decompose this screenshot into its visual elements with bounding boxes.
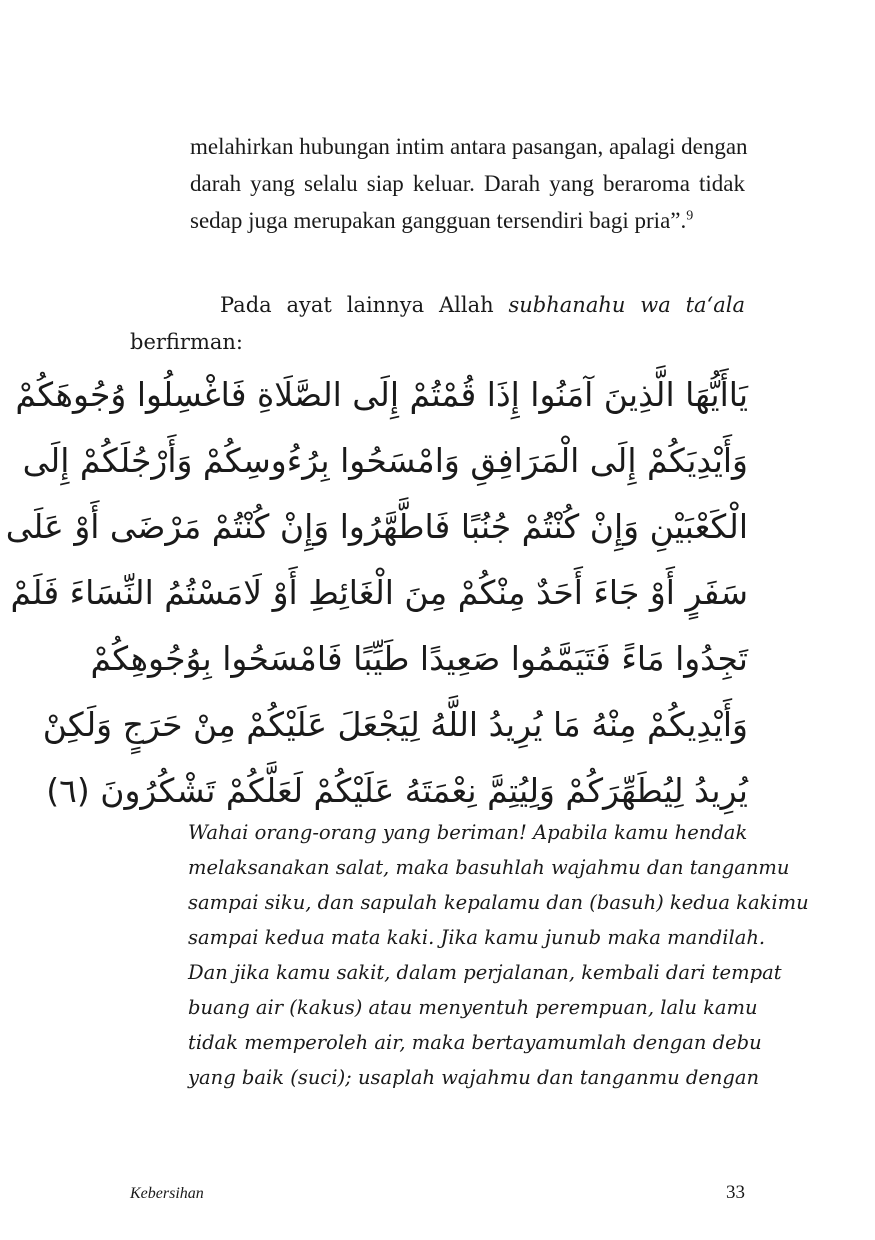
- translation-line: sampai kedua mata kaki. Jika kamu junub maka mandilah.: [188, 926, 766, 949]
- translation-line: melaksanakan salat, maka basuhlah wajahmu dan tanganmu: [188, 856, 790, 879]
- lead-italic-phrase: subhanahu wa ta‘ala: [508, 293, 745, 317]
- lead-text: Pada ayat lainnya Allah: [220, 293, 494, 317]
- verse-translation: [188, 815, 809, 1095]
- running-footer-chapter: Kebersihan: [130, 1185, 204, 1202]
- translation-line: sampai siku, dan sapulah kepalamu dan (basuh) kedua kakimu: [188, 891, 809, 914]
- arabic-verse-line: يَاأَيُّهَا الَّذِينَ آمَنُوا إِذَا قُمْتُمْ إِلَى الصَّلَاةِ فَاغْسِلُوا وُجُوهَكُمْ: [15, 375, 748, 414]
- intro-line: melahirkan hubungan intim antara pasangan, apalagi dengan: [190, 134, 748, 159]
- intro-paragraph: [190, 128, 748, 239]
- arabic-verse-line: الْكَعْبَيْنِ وَإِنْ كُنْتُمْ جُنُبًا فَاطَّهَّرُوا وَإِنْ كُنْتُمْ مَرْضَى أَوْ عَلَى: [5, 507, 748, 546]
- translation-line: yang baik (suci); usaplah wajahmu dan tanganmu dengan: [188, 1066, 760, 1089]
- intro-line-text: sedap juga merupakan gangguan tersendiri bagi pria”.: [190, 208, 687, 233]
- translation-line: Wahai orang-orang yang beriman! Apabila kamu hendak: [188, 821, 748, 844]
- page-number: 33: [726, 1182, 745, 1203]
- lead-paragraph: [130, 287, 745, 361]
- arabic-verse: [5, 362, 748, 824]
- intro-line-last: [190, 202, 745, 239]
- footnote-ref[interactable]: 9: [686, 208, 694, 224]
- translation-line: tidak memperoleh air, maka bertayamumlah dengan debu: [188, 1031, 762, 1054]
- arabic-verse-line: تَجِدُوا مَاءً فَتَيَمَّمُوا صَعِيدًا طَيِّبًا فَامْسَحُوا بِوُجُوهِكُمْ: [90, 639, 748, 678]
- translation-line: buang air (kakus) atau menyentuh perempuan, lalu kamu: [188, 996, 758, 1019]
- arabic-verse-line: يُرِيدُ لِيُطَهِّرَكُمْ وَلِيُتِمَّ نِعْمَتَهُ عَلَيْكُمْ لَعَلَّكُمْ تَشْكُرُونَ (٦): [46, 771, 748, 810]
- arabic-verse-line: وَأَيْدِيَكُمْ إِلَى الْمَرَافِقِ وَامْسَحُوا بِرُءُوسِكُمْ وَأَرْجُلَكُمْ إِلَى: [22, 441, 748, 480]
- lead-line-1: [130, 287, 745, 324]
- arabic-verse-line: وَأَيْدِيكُمْ مِنْهُ مَا يُرِيدُ اللَّهُ لِيَجْعَلَ عَلَيْكُمْ مِنْ حَرَجٍ وَلَكِنْ: [42, 705, 748, 744]
- lead-line-2: berfirman:: [130, 330, 243, 354]
- arabic-verse-line: سَفَرٍ أَوْ جَاءَ أَحَدٌ مِنْكُمْ مِنَ الْغَائِطِ أَوْ لَامَسْتُمُ النِّسَاءَ فَلَمْ: [10, 573, 748, 612]
- translation-line: Dan jika kamu sakit, dalam perjalanan, kembali dari tempat: [188, 961, 782, 984]
- intro-line: darah yang selalu siap keluar. Darah yang beraroma tidak: [190, 171, 745, 196]
